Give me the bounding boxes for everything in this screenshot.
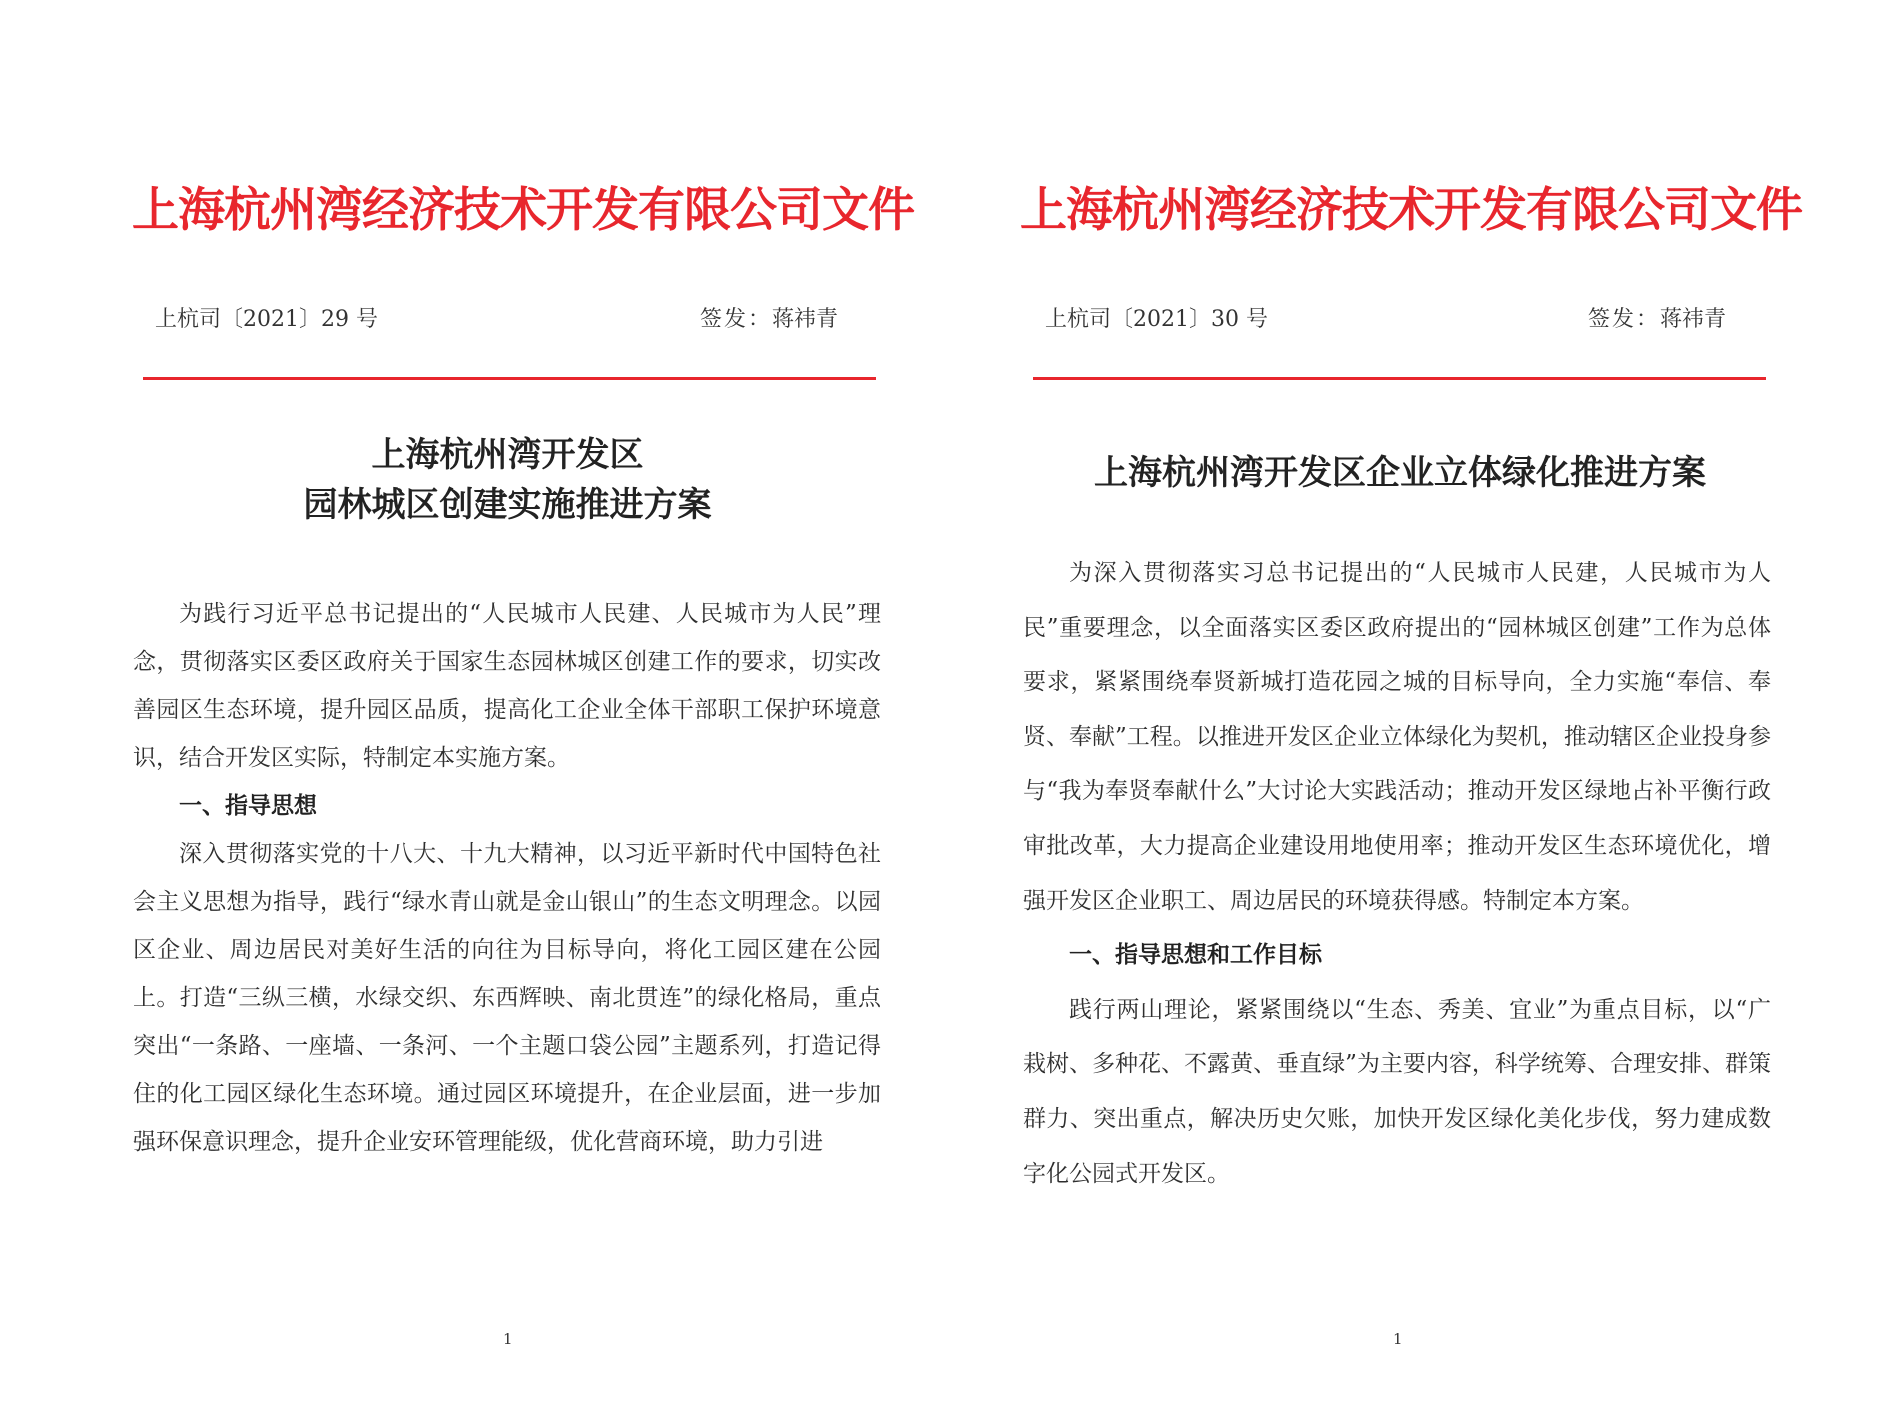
signer <box>700 302 838 338</box>
section-heading: 一、指导思想和工作目标 <box>1069 942 1322 969</box>
document-title <box>100 430 915 530</box>
red-divider-line <box>1033 377 1766 380</box>
document-number: 上杭司〔2021〕30 号 <box>1045 307 1268 332</box>
section-paragraph: 深入贯彻落实党的十八大、十九大精神，以习近平新时代中国特色社会主义思想为指导，践行“绿水青山就是金山银山”的生态文明理念。以园区企业、周边居民对美好生活的向往为目标导向，将化工园区建在公园上。打造“三纵三横，水绿交织、东西辉映、南北贯连”的绿化格局，重点突出“一条路、一座墙、一条河、一个主题口袋公园”主题系列，打造记得住的化工园区绿化生态环境。通过园区环境提升，在企业层面，进一步加强环保意识理念，提升企业安环管理能级，优化营商环境，助力引进 <box>133 841 881 1155</box>
section-paragraph: 践行两山理论，紧紧围绕以“生态、秀美、宜业”为重点目标，以“广栽树、多种花、不露黄、垂直绿”为主要内容，科学统筹、合理安排、群策群力、突出重点，解决历史欠账，加快开发区绿化美化步伐，努力建成数字化公园式开发区。 <box>1023 996 1771 1187</box>
intro-paragraph: 为践行习近平总书记提出的“人民城市人民建、人民城市为人民”理念，贯彻落实区委区政府关于国家生态园林城区创建工作的要求，切实改善园区生态环境，提升园区品质，提高化工企业全体干部职工保护环境意识，结合开发区实际，特制定本实施方案。 <box>133 601 881 771</box>
signer-label: 签发： <box>700 307 773 332</box>
signer-name: 蒋祎青 <box>772 307 839 332</box>
title-line: 上海杭州湾开发区 <box>371 435 644 475</box>
title-line: 上海杭州湾开发区企业立体绿化推进方案 <box>1094 453 1706 493</box>
signer-name: 蒋祎青 <box>1660 307 1727 332</box>
signer-label: 签发： <box>1588 307 1661 332</box>
page-number: 1 <box>503 1330 513 1348</box>
intro-paragraph: 为深入贯彻落实习总书记提出的“人民城市人民建，人民城市为人民”重要理念，以全面落实区委区政府提出的“园林城区创建”工作为总体要求，紧紧围绕奉贤新城打造花园之城的目标导向，全力实施“奉信、奉贤、奉献”工程。以推进开发区企业立体绿化为契机，推动辖区企业投身参与“我为奉贤奉献什么”大讨论大实践活动；推动开发区绿地占补平衡行政审批改革，大力提高企业建设用地使用率；推动开发区生态环境优化，增强开发区企业职工、周边居民的环境获得感。特制定本方案。 <box>1023 560 1771 914</box>
page-number: 1 <box>1393 1330 1403 1348</box>
document-header: 上海杭州湾经济技术开发有限公司文件 <box>1020 183 1802 238</box>
document-header: 上海杭州湾经济技术开发有限公司文件 <box>132 183 914 238</box>
document-number: 上杭司〔2021〕29 号 <box>155 307 378 332</box>
document-page-right <box>950 0 1900 1425</box>
document-body <box>1023 546 1771 1201</box>
signer <box>1588 302 1726 338</box>
document-title <box>990 448 1810 498</box>
red-divider-line <box>143 377 876 380</box>
document-body <box>133 590 881 1166</box>
section-heading: 一、指导思想 <box>179 793 317 819</box>
title-line: 园林城区创建实施推进方案 <box>303 485 712 525</box>
